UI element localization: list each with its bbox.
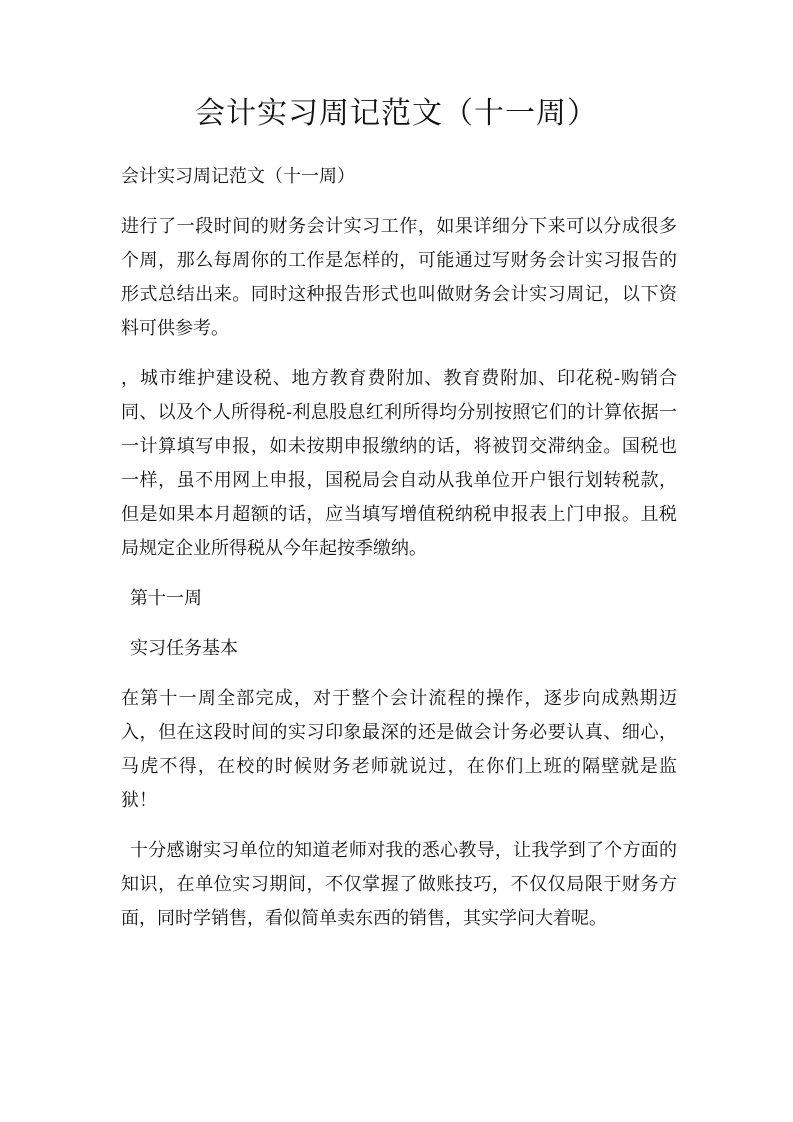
thanks-paragraph: 十分感谢实习单位的知道老师对我的悉心教导，让我学到了个方面的知识，在单位实习期间，不仅掌握了做账技巧，不仅仅局限于财务方面，同时学销售，看似简单卖东西的销售，其实学问大着呢。 [121, 840, 677, 929]
task-heading: 实习任务基本 [130, 638, 238, 659]
document-title: 会计实习周记范文（十一周） [195, 96, 598, 131]
completion-paragraph: 在第十一周全部完成，对于整个会计流程的操作，逐步向成熟期迈入，但在这段时间的实习印象最深的还是做会计务必要认真、细心，马虎不得，在校的时候财务老师就说过，在你们上班的隔壁就是监狱！ [121, 688, 677, 811]
tax-paragraph: ，城市维护建设税、地方教育费附加、教育费附加、印花税-购销合同、以及个人所得税-利息股息红利所得均分别按照它们的计算依据一一计算填写申报，如未按期申报缴纳的话，将被罚交滞纳金。国税也一样，虽不用网上申报，国税局会自动从我单位开户银行划转税款，但是如果本月超额的话，应当填写增值税纳税申报表上门申报。且税局规定企业所得税从今年起按季缴纳。 [121, 368, 677, 559]
intro-paragraph: 进行了一段时间的财务会计实习工作，如果详细分下来可以分成很多个周，那么每周你的工作是怎样的，可能通过写财务会计实习报告的形式总结出来。同时这种报告形式也叫做财务会计实习周记，以下资料可供参考。 [121, 216, 677, 339]
document-body [121, 160, 677, 952]
week-heading: 第十一周 [130, 588, 202, 609]
document-subtitle: 会计实习周记范文（十一周） [121, 166, 355, 187]
